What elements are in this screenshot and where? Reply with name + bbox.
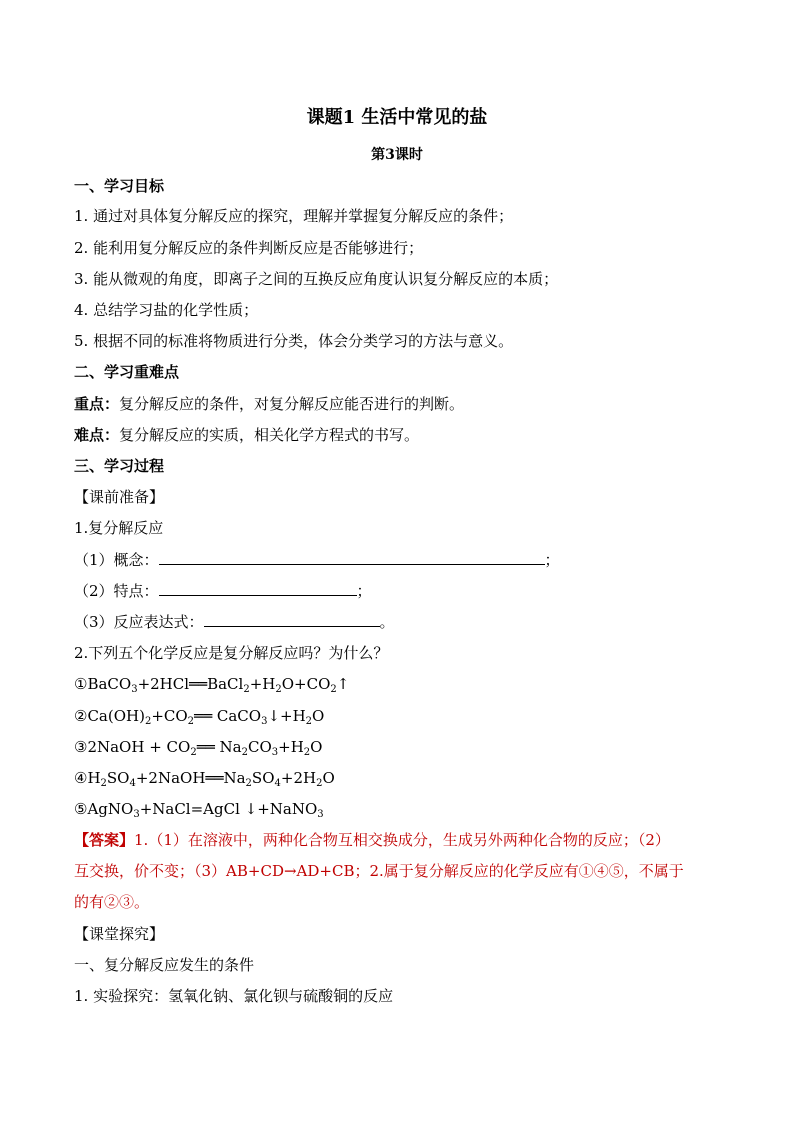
reaction-4: $④H_2SO_4+2NaOH══Na_2SO_4+2H_2O$ [74,769,335,789]
reaction-3: ③2NaOH + $CO_2══$ $Na_2CO_3+H_2O$ [74,738,323,758]
key-point-label: 重点： [74,395,120,413]
concept-end: ； [544,551,560,569]
difficulty-line [74,425,419,445]
feature-label: （2）特点： [74,582,159,600]
question-1: 1.复分解反应 [74,519,164,537]
class-heading: 【课堂探究】 [74,925,165,943]
key-point-text: 复分解反应的条件，对复分解反应能否进行的判断。 [119,395,465,413]
concept-blank[interactable] [159,550,545,565]
experiment-1: 1. 实验探究：氢氧化钠、氯化钡与硫酸铜的反应 [74,987,394,1005]
difficulty-text: 复分解反应的实质，相关化学方程式的书写。 [119,426,420,444]
reaction-5: ⑤AgNO$_3$+NaCl=AgCl ↓+NaNO$_3$ [74,800,324,820]
section-heading-process: 三、学习过程 [74,457,165,475]
key-point-line [74,394,464,414]
answer-line-3: 的有②③。 [74,893,150,911]
section-heading-key-points: 二、学习重难点 [74,363,180,381]
answer-line-2: 互交换，价不变；（3）AB+CD→AD+CB；2.属于复分解反应的化学反应有①④⑤，不属于 [74,862,684,880]
expression-blank[interactable] [204,612,380,627]
feature-line [74,581,372,601]
page-title: 课题1 生活中常见的盐 [306,107,488,128]
answer-line-1 [74,830,670,850]
reaction-2: $②Ca(OH)_2+CO_2══$ $CaCO_3↓+H_2O$ [74,707,325,727]
subsection-heading: 一、复分解反应发生的条件 [74,956,255,974]
page-subtitle: 第3课时 [371,147,423,163]
reaction-1: $①BaCO_3+2HCl══BaCl_2+H_2O+CO_2↑$ [74,675,350,695]
expression-end: 。 [379,613,395,631]
goal-item-1: 1. 通过对具体复分解反应的探究，理解并掌握复分解反应的条件； [74,207,514,225]
goal-item-5: 5. 根据不同的标准将物质进行分类，体会分类学习的方法与意义。 [74,332,514,350]
difficulty-label: 难点： [74,426,120,444]
goal-item-4: 4. 总结学习盐的化学性质； [74,301,259,319]
section-heading-goals: 一、学习目标 [74,177,165,195]
answer-text-1: 1.（1）在溶液中，两种化合物互相交换成分，生成另外两种化合物的反应；（2） [134,831,670,849]
prep-heading: 【课前准备】 [74,488,165,506]
expression-label: （3）反应表达式： [74,613,204,631]
goal-item-3: 3. 能从微观的角度，即离子之间的互换反应角度认识复分解反应的本质； [74,270,559,288]
concept-line [74,550,560,570]
question-2: 2.下列五个化学反应是复分解反应吗？为什么？ [74,644,389,662]
feature-blank[interactable] [159,581,357,596]
goal-item-2: 2. 能利用复分解反应的条件判断反应是否能够进行； [74,239,424,257]
answer-label: 【答案】 [74,831,135,849]
expression-line [74,612,395,632]
feature-end: ； [356,582,372,600]
concept-label: （1）概念： [74,551,159,569]
